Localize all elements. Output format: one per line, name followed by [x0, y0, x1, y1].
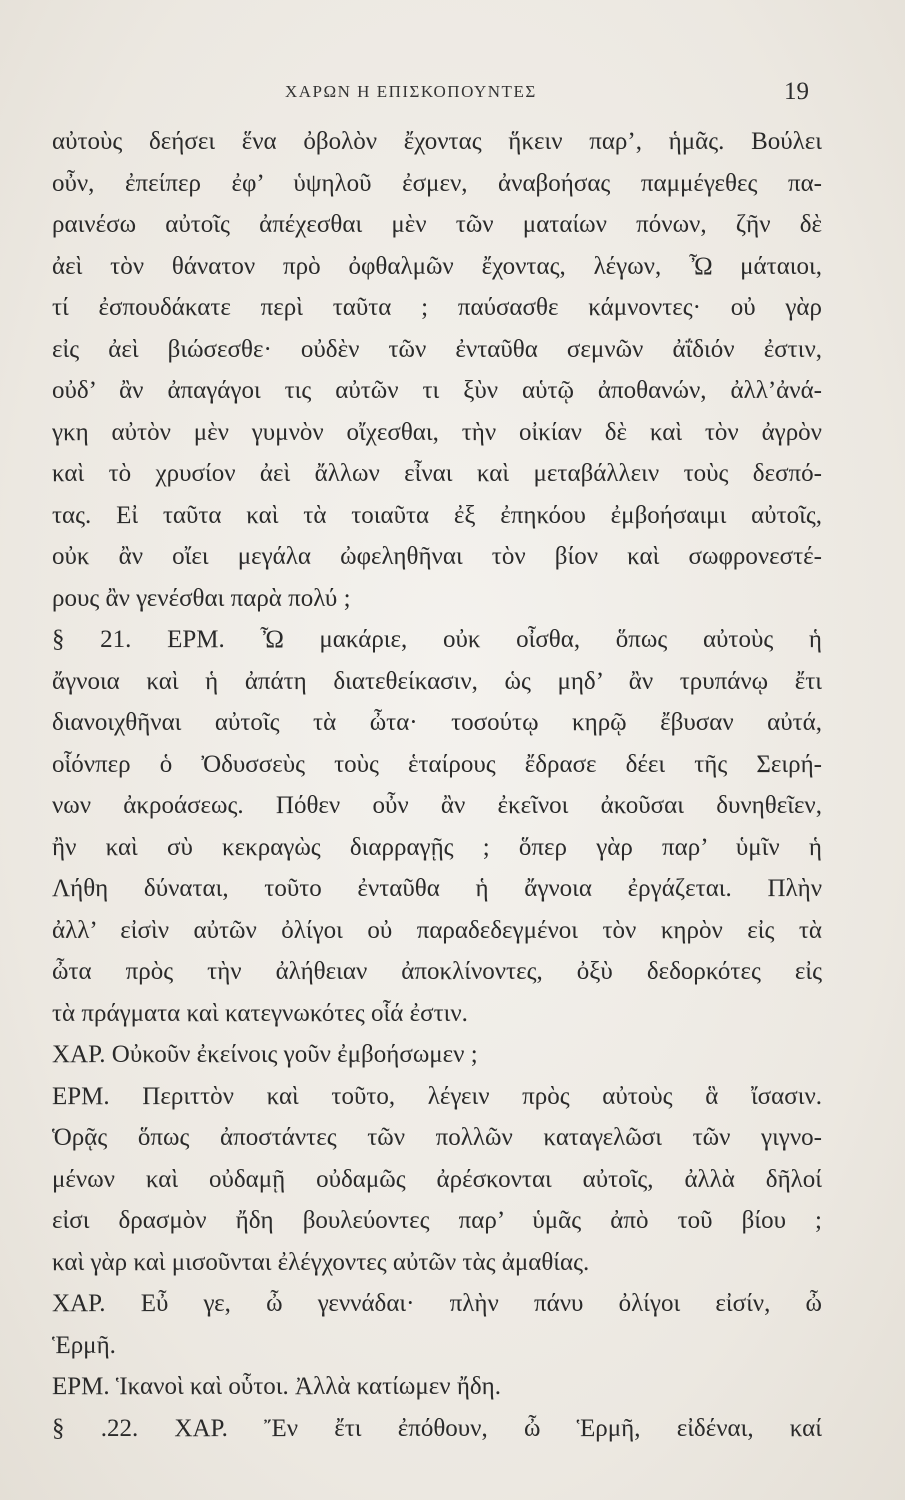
- text-line: ραινέσω αὐτοῖς ἀπέχεσθαι μὲν τῶν ματαίων πόνων, ζῆν δὲ: [52, 211, 822, 238]
- text-line: Ὁρᾷς ὅπως ἀποστάντες τῶν πολλῶν καταγελῶσι τῶν γιγνο-: [52, 1124, 822, 1151]
- text-line: νων ἀκροάσεως. Πόθεν οὖν ἂν ἐκεῖνοι ἀκοῦσαι δυνηθεῖεν,: [52, 792, 822, 819]
- body-text: [52, 121, 822, 1449]
- running-title: ΧΑΡΩΝ Η ΕΠΙΣΚΟΠΟΥΝΤΕΣ: [285, 82, 537, 101]
- text-line: οἷόνπερ ὁ Ὀδυσσεὺς τοὺς ἑταίρους ἔδρασε δέει τῆς Σειρή-: [52, 750, 822, 778]
- page-number: 19: [784, 78, 809, 105]
- text-line: τὰ πράγματα καὶ κατεγνωκότες οἷά ἐστιν.: [52, 999, 468, 1027]
- text-line: διανοιχθῆναι αὐτοῖς τὰ ὦτα· τοσούτῳ κηρῷ ἔβυσαν αὐτά,: [52, 709, 822, 736]
- text-line: μένων καὶ οὐδαμῇ οὐδαμῶς ἀρέσκονται αὐτοῖς, ἀλλὰ δῆλοί: [52, 1165, 822, 1193]
- text-line: οὐδ’ ἂν ἀπαγάγοι τις αὐτῶν τι ξὺν αὑτῷ ἀποθανών, ἀλλ’ἀνά-: [52, 377, 822, 404]
- text-line: Λήθη δύναται, τοῦτο ἐνταῦθα ἡ ἄγνοια ἐργάζεται. Πλὴν: [52, 875, 822, 902]
- text-line: εἰς ἀεὶ βιώσεσθε· οὐδὲν τῶν ἐνταῦθα σεμνῶν ἀΐδιόν ἐστιν,: [52, 335, 822, 363]
- text-line: ἀεὶ τὸν θάνατον πρὸ ὀφθαλμῶν ἔχοντας, λέγων, Ὦ μάταιοι,: [52, 252, 822, 280]
- text-line: ἄγνοια καὶ ἡ ἀπάτη διατεθείκασιν, ὡς μηδ’ ἂν τρυπάνῳ ἔτι: [52, 667, 822, 695]
- speaker-line: ΕΡΜ. Περιττὸν καὶ τοῦτο, λέγειν πρὸς αὐτοὺς ἃ ἴσασιν.: [52, 1082, 822, 1110]
- text-line: Ἑρμῆ.: [52, 1331, 116, 1359]
- section-heading-line: § .22. ΧΑΡ. Ἔν ἔτι ἐπόθουν, ὦ Ἑρμῆ, εἰδέναι, καί: [52, 1414, 822, 1442]
- text-line: οὖν, ἐπείπερ ἐφ’ ὑψηλοῦ ἐσμεν, ἀναβοήσας παμμέγεθες πα-: [52, 169, 822, 197]
- text-line: οὐκ ἂν οἴει μεγάλα ὠφεληθῆναι τὸν βίον καὶ σωφρονεστέ-: [52, 543, 822, 570]
- text-line: αὐτοὺς δεήσει ἕνα ὀβολὸν ἔχοντας ἥκειν παρ’, ἡμᾶς. Βούλει: [52, 128, 822, 155]
- text-line: ἢν καὶ σὺ κεκραγὼς διαρραγῇς ; ὅπερ γὰρ παρ’ ὑμῖν ἡ: [52, 833, 822, 861]
- speaker-line: ΧΑΡ. Εὖ γε, ὦ γεννάδαι· πλὴν πάνυ ὀλίγοι εἰσίν, ὦ: [52, 1290, 822, 1317]
- text-line: ὦτα πρὸς τὴν ἀλήθειαν ἀποκλίνοντες, ὀξὺ δεδορκότες εἰς: [52, 958, 822, 985]
- text-line: καὶ τὸ χρυσίον ἀεὶ ἄλλων εἶναι καὶ μεταβάλλειν τοὺς δεσπό-: [52, 460, 822, 487]
- section-heading-line: § 21. ΕΡΜ. Ὦ μακάριε, οὐκ οἶσθα, ὅπως αὐτοὺς ἡ: [52, 626, 822, 653]
- text-line: τί ἐσπουδάκατε περὶ ταῦτα ; παύσασθε κάμνοντες· οὐ γὰρ: [52, 294, 822, 321]
- text-line: καὶ γὰρ καὶ μισοῦνται ἐλέγχοντες αὐτῶν τὰς ἀμαθίας.: [52, 1248, 590, 1276]
- speaker-line: ΧΑΡ. Οὐκοῦν ἐκείνοις γοῦν ἐμβοήσωμεν ;: [52, 1041, 478, 1068]
- text-line: ἀλλ’ εἰσὶν αὐτῶν ὀλίγοι οὐ παραδεδεγμένοι τὸν κηρὸν εἰς τὰ: [52, 916, 822, 944]
- page-header: [0, 78, 905, 108]
- text-line: εἰσι δρασμὸν ἤδη βουλεύοντες παρ’ ὑμᾶς ἀπὸ τοῦ βίου ;: [52, 1207, 822, 1234]
- text-line: γκη αὐτὸν μὲν γυμνὸν οἴχεσθαι, τὴν οἰκίαν δὲ καὶ τὸν ἀγρὸν: [52, 418, 822, 446]
- text-line: τας. Εἰ ταῦτα καὶ τὰ τοιαῦτα ἐξ ἐπηκόου ἐμβοήσαιμι αὐτοῖς,: [52, 501, 822, 529]
- speaker-line: ΕΡΜ. Ἱκανοὶ καὶ οὗτοι. Ἀλλὰ κατίωμεν ἤδη.: [52, 1373, 501, 1400]
- text-line: ρους ἂν γενέσθαι παρὰ πολύ ;: [52, 584, 351, 612]
